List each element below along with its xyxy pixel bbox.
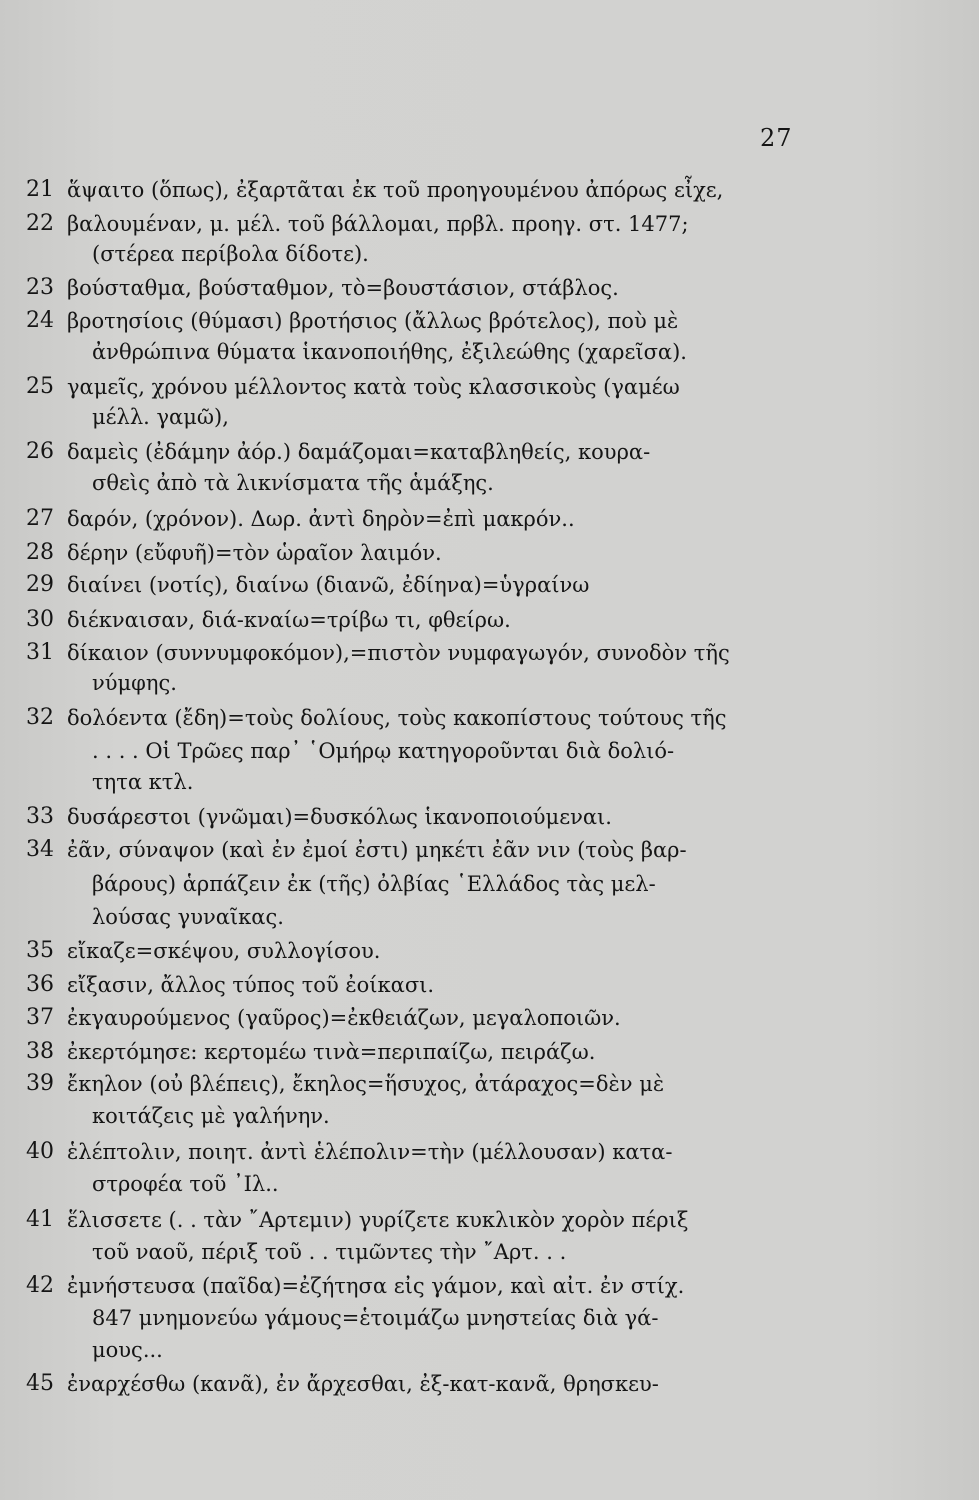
entry-number: 24: [26, 308, 54, 333]
entry-number: 31: [26, 640, 54, 665]
entry-number: 29: [26, 572, 54, 597]
entry-number: 38: [26, 1039, 54, 1064]
entry-number: 41: [26, 1207, 54, 1232]
entry-number: 42: [26, 1273, 54, 1298]
entry-text-line: βαλουμέναν, μ. μέλ. τοῦ βάλλομαι, πρβλ. προηγ. στ. 1477;: [67, 212, 689, 236]
entry-number: 35: [26, 938, 54, 963]
entry-text-line: δαμεὶς (ἐδάμην ἀόρ.) δαμάζομαι=καταβληθείς, κουρα-: [67, 440, 651, 464]
entry-text-line: νύμφης.: [92, 671, 177, 695]
entry-text-line: εἴξασιν, ἄλλος τύπος τοῦ ἐοίκασι.: [67, 973, 435, 997]
entry-text-line: διέκναισαν, διά-κναίω=τρίβω τι, φθείρω.: [67, 608, 511, 632]
entry-number: 40: [26, 1139, 54, 1164]
entry-text-line: ἐναρχέσθω (κανᾶ), ἐν ἄρχεσθαι, ἐξ-κατ-κανᾶ, θρησκευ-: [67, 1372, 659, 1396]
entry-text-line: μους...: [92, 1338, 163, 1362]
entry-text-line: διαίνει (νοτίς), διαίνω (διανῶ, ἐδίηνα)=ὑγραίνω: [67, 573, 590, 597]
entry-text-line: γαμεῖς, χρόνου μέλλοντος κατὰ τοὺς κλασσικοὺς (γαμέω: [67, 375, 680, 399]
entry-number: 36: [26, 972, 54, 997]
entry-text-line: ἑλέπτολιν, ποιητ. ἀντὶ ἑλέπολιν=τὴν (μέλλουσαν) κατα-: [67, 1140, 673, 1164]
entry-number: 37: [26, 1005, 54, 1030]
entry-text-line: 847 μνημονεύω γάμους=ἑτοιμάζω μνηστείας διὰ γά-: [92, 1306, 659, 1330]
entry-text-line: βάρους) ἁρπάζειν ἐκ (τῆς) ὀλβίας ῾Ελλάδος τὰς μελ-: [92, 872, 656, 896]
entry-text-line: ἅψαιτο (ὅπως), ἐξαρτᾶται ἐκ τοῦ προηγουμένου ἀπόρως εἶχε,: [67, 178, 724, 202]
entry-text-line: βούσταθμα, βούσταθμον, τὸ=βουστάσιον, στάβλος.: [67, 276, 619, 300]
entry-number: 30: [26, 607, 54, 632]
entry-text-line: μέλλ. γαμῶ),: [92, 405, 229, 429]
entry-text-line: ἐμνήστευσα (παῖδα)=ἐζήτησα εἰς γάμον, καὶ αἰτ. ἐν στίχ.: [67, 1274, 685, 1298]
entry-text-line: δαρόν, (χρόνον). Δωρ. ἀντὶ δηρὸν=ἐπὶ μακρόν..: [67, 507, 575, 531]
entry-text-line: ἐκγαυρούμενος (γαῦρος)=ἐκθειάζων, μεγαλοποιῶν.: [67, 1006, 621, 1030]
entry-text-line: ἔκηλον (οὐ βλέπεις), ἔκηλος=ἥσυχος, ἀτάραχος=δὲν μὲ: [67, 1072, 665, 1096]
entry-text-line: εἴκαζε=σκέψου, συλλογίσου.: [67, 939, 381, 963]
entry-text-line: τοῦ ναοῦ, πέριξ τοῦ . . τιμῶντες τὴν ῎Αρτ. . .: [92, 1240, 567, 1264]
entry-text-line: στροφέα τοῦ ᾽Ιλ..: [92, 1172, 279, 1196]
entry-number: 32: [26, 705, 54, 730]
entry-number: 21: [26, 177, 54, 202]
entry-number: 39: [26, 1071, 54, 1096]
entry-text-line: βροτησίοις (θύμασι) βροτήσιος (ἄλλως βρότελος), ποὺ μὲ: [67, 309, 679, 333]
entry-text-line: δυσάρεστοι (γνῶμαι)=δυσκόλως ἱκανοποιούμεναι.: [67, 805, 612, 829]
entry-number: 33: [26, 804, 54, 829]
entry-number: 25: [26, 374, 54, 399]
entry-text-line: σθεὶς ἀπὸ τὰ λικνίσματα τῆς ἁμάξης.: [92, 471, 494, 495]
entry-number: 34: [26, 837, 54, 862]
entry-text-line: τητα κτλ.: [92, 770, 194, 794]
entry-text-line: ἕλισσετε (. . τὰν ῎Αρτεμιν) γυρίζετε κυκλικὸν χορὸν πέριξ: [67, 1208, 689, 1232]
entry-text-line: κοιτάζεις μὲ γαλήνην.: [92, 1104, 330, 1128]
entry-number: 45: [26, 1371, 54, 1396]
entry-text-line: ἀνθρώπινα θύματα ἱκανοποιήθης, ἐξιλεώθης (χαρεῖσα).: [92, 340, 687, 364]
entry-number: 22: [26, 211, 54, 236]
entry-text-line: ἐκερτόμησε: κερτομέω τινὰ=περιπαίζω, πειράζω.: [67, 1040, 596, 1064]
entry-number: 23: [26, 275, 54, 300]
entry-number: 26: [26, 439, 54, 464]
entry-text-line: δίκαιον (συννυμφοκόμον),=πιστὸν νυμφαγωγόν, συνοδὸν τῆς: [67, 641, 730, 665]
entry-text-line: ἐᾶν, σύναψον (καὶ ἐν ἐμοί ἐστι) μηκέτι ἐᾶν νιν (τοὺς βαρ-: [67, 838, 687, 862]
entry-text-line: . . . . Οἱ Τρῶες παρ᾽ ῾Ομήρῳ κατηγοροῦνται διὰ δολιό-: [92, 739, 675, 763]
entry-text-line: δέρην (εὔφυῆ)=τὸν ὡραῖον λαιμόν.: [67, 541, 442, 565]
entry-number: 27: [26, 506, 54, 531]
entry-text-line: δολόεντα (ἔδη)=τοὺς δολίους, τοὺς κακοπίστους τούτους τῆς: [67, 706, 727, 730]
entry-number: 28: [26, 540, 54, 565]
entry-text-line: (στέρεα περίβολα δίδοτε).: [92, 242, 369, 266]
entry-text-line: λούσας γυναῖκας.: [92, 905, 284, 929]
page-number: 27: [760, 124, 793, 152]
